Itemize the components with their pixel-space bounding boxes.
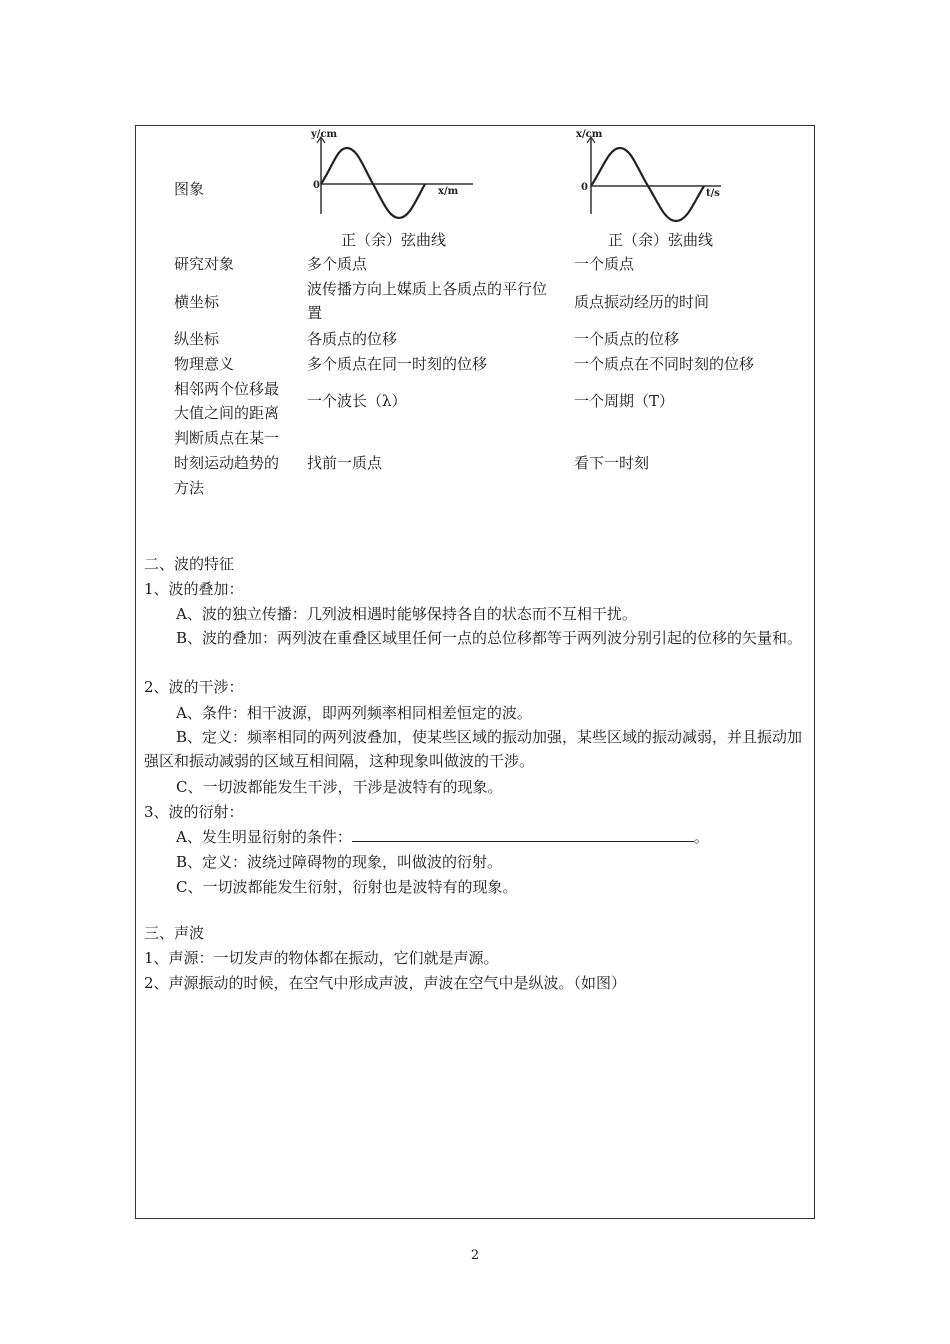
- vibration-method: 看下一时刻: [574, 454, 650, 472]
- section2-sub1-b: B、波的叠加：两列波在重叠区域里任何一点的总位移都等于两列波分别引起的位移的矢量和。: [176, 629, 803, 647]
- section2-sub1-a: A、波的独立传播：几列波相遇时能够保持各自的状态而不互相干扰。: [176, 605, 637, 623]
- wave-graph-x-label: x/m: [438, 186, 459, 197]
- section2-sub2-b: B、定义：频率相同的两列波叠加，使某些区域的振动加强，某些区域的振动减弱，并且振动加强区和振动减弱的区域互相间隔，这种现象叫做波的干涉。: [144, 728, 803, 770]
- section2-sub3-title: 3、波的衍射：: [144, 803, 244, 821]
- vib-graph-x-label: t/s: [706, 188, 720, 199]
- vibration-graph-caption: 正（余）弦曲线: [608, 231, 714, 249]
- wave-sine-curve: [321, 148, 425, 218]
- vibration-meaning: 一个质点在不同时刻的位移: [574, 355, 755, 373]
- wave-graph: [301, 126, 491, 226]
- row-label-meaning: 物理意义: [174, 355, 235, 373]
- section2-sub2-c: C、一切波都能发生干涉，干涉是波特有的现象。: [176, 778, 503, 796]
- section3-title: 三、声波: [144, 924, 205, 942]
- vib-graph-y-label: x/cm: [576, 129, 603, 140]
- row-label-subject: 研究对象: [174, 255, 235, 273]
- row-label-y-axis: 纵坐标: [174, 330, 220, 348]
- row-label-graph: 图象: [174, 180, 205, 198]
- page-number: 2: [470, 1248, 480, 1263]
- section2-sub1-title: 1、波的叠加：: [144, 580, 244, 598]
- wave-method: 找前一质点: [307, 454, 383, 472]
- row-label-method-line1: 判断质点在某一: [174, 429, 280, 447]
- row-label-distance-line2: 大值之间的距离: [174, 404, 280, 422]
- vibration-distance: 一个周期（T）: [574, 392, 675, 410]
- vibration-y-axis: 一个质点的位移: [574, 330, 680, 348]
- section2-sub3-b: B、定义：波绕过障碍物的现象，叫做波的衍射。: [176, 853, 503, 871]
- wave-graph-caption: 正（余）弦曲线: [341, 231, 447, 249]
- wave-distance: 一个波长（λ）: [307, 392, 407, 410]
- section2-sub3-c: C、一切波都能发生衍射，衍射也是波特有的现象。: [176, 878, 518, 896]
- vibration-graph: [576, 126, 766, 226]
- wave-x-axis-line1: 波传播方向上媒质上各质点的平行位: [307, 280, 548, 298]
- wave-subject: 多个质点: [307, 255, 368, 273]
- content-frame: [135, 125, 815, 1219]
- section2-title: 二、波的特征: [144, 555, 235, 573]
- diffraction-condition-label: A、发生明显衍射的条件：: [176, 828, 352, 846]
- diffraction-condition-end: 。: [693, 828, 709, 846]
- section3-item2: 2、声源振动的时候，在空气中形成声波，声波在空气中是纵波。（如图）: [144, 974, 627, 992]
- vibration-subject: 一个质点: [574, 255, 635, 273]
- vib-graph-origin: 0: [581, 182, 588, 193]
- wave-graph-y-label: y/cm: [311, 129, 338, 140]
- section2-sub3-a: [144, 827, 806, 847]
- wave-x-axis-line2: 置: [307, 304, 323, 322]
- row-label-distance-line1: 相邻两个位移最: [174, 380, 280, 398]
- row-label-method-line2: 时刻运动趋势的: [174, 454, 280, 472]
- section3-item1: 1、声源：一切发声的物体都在振动，它们就是声源。: [144, 949, 499, 967]
- row-label-method-line3: 方法: [174, 479, 205, 497]
- vibration-sine-curve: [591, 148, 704, 221]
- section2-sub2-title: 2、波的干涉：: [144, 678, 244, 696]
- section2-sub2-a: A、条件：相干波源，即两列频率相同相差恒定的波。: [176, 704, 532, 722]
- wave-y-axis: 各质点的位移: [307, 330, 398, 348]
- row-label-x-axis: 横坐标: [174, 293, 220, 311]
- wave-graph-origin: 0: [313, 180, 320, 191]
- vibration-x-axis: 质点振动经历的时间: [574, 293, 710, 311]
- diffraction-condition-blank: [352, 827, 694, 842]
- wave-meaning: 多个质点在同一时刻的位移: [307, 355, 488, 373]
